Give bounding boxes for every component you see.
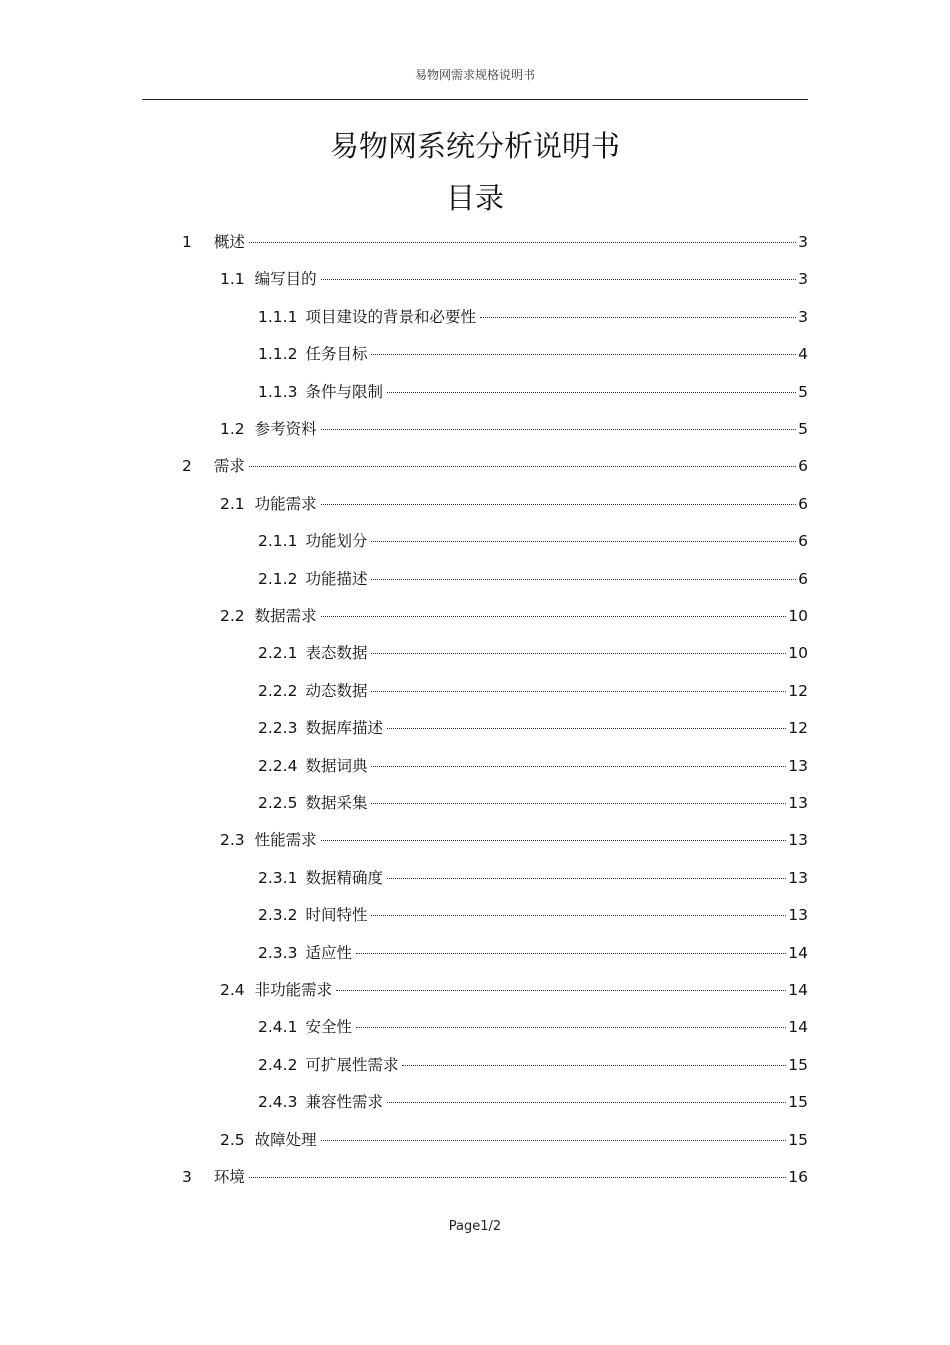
toc-entry-title: 兼容性需求	[305, 1093, 383, 1111]
toc-entry-number: 2.2.4	[258, 757, 298, 775]
toc-entry-title: 数据采集	[305, 794, 368, 812]
toc-entry-page: 5	[798, 420, 808, 438]
toc-entry-number: 1.1	[220, 270, 245, 288]
toc-entry[interactable]	[220, 599, 808, 625]
toc-dot-leader	[387, 1085, 786, 1107]
toc-entry-page: 6	[798, 532, 808, 550]
toc-entry-page: 14	[788, 1018, 808, 1036]
toc-entry[interactable]	[258, 861, 808, 887]
toc-entry-title: 数据库描述	[305, 719, 383, 737]
toc-entry-number: 1.1.3	[258, 383, 298, 401]
toc-dot-leader	[371, 636, 786, 658]
toc-entry-title: 项目建设的背景和必要性	[305, 308, 476, 326]
toc-entry-page: 15	[788, 1131, 808, 1149]
toc-entry[interactable]	[258, 898, 808, 924]
toc-entry-title: 功能划分	[305, 532, 368, 550]
toc-entry[interactable]	[220, 973, 808, 999]
toc-entry-number: 2.5	[220, 1131, 245, 1149]
toc-entry-title: 时间特性	[305, 906, 368, 924]
toc-entry-number: 2.2.3	[258, 719, 298, 737]
toc-entry-title: 可扩展性需求	[305, 1056, 399, 1074]
toc-entry-title: 参考资料	[254, 420, 317, 438]
toc-entry-page: 3	[798, 270, 808, 288]
toc-entry[interactable]	[258, 562, 808, 588]
toc-entry-title: 非功能需求	[254, 981, 333, 999]
toc-entry[interactable]	[258, 1085, 808, 1111]
toc-entry-number: 2.4.1	[258, 1018, 298, 1036]
toc-entry-number: 1.1.1	[258, 308, 298, 326]
toc-entry-title: 需求	[213, 457, 245, 475]
toc-entry-page: 4	[798, 345, 808, 363]
toc-entry[interactable]	[182, 449, 808, 475]
toc-entry-number: 1.1.2	[258, 345, 298, 363]
toc-entry-number: 2.3	[220, 831, 245, 849]
toc-entry-page: 12	[788, 719, 808, 737]
toc-dot-leader	[356, 1010, 786, 1032]
toc-entry-page: 14	[788, 981, 808, 999]
toc-entry-page: 13	[788, 869, 808, 887]
toc-dot-leader	[249, 225, 796, 247]
toc-entry-page: 3	[798, 308, 808, 326]
toc-entry-number: 2.2.5	[258, 794, 298, 812]
toc-entry-number: 2.4	[220, 981, 245, 999]
toc-entry-title: 表态数据	[305, 644, 368, 662]
toc-entry[interactable]	[258, 711, 808, 737]
toc-entry-title: 数据词典	[305, 757, 368, 775]
toc-entry[interactable]	[220, 487, 808, 513]
running-header: 易物网需求规格说明书	[414, 68, 535, 82]
toc-entry-number: 2.1	[220, 495, 245, 513]
toc-entry-page: 5	[798, 383, 808, 401]
toc-entry-page: 15	[788, 1056, 808, 1074]
toc-dot-leader	[321, 599, 787, 621]
toc-entry-number: 2.2.1	[258, 644, 298, 662]
toc-entry-page: 14	[788, 944, 808, 962]
toc-entry-page: 3	[798, 233, 808, 251]
toc-entry-title: 性能需求	[254, 831, 317, 849]
toc-entry-title: 功能描述	[305, 570, 368, 588]
toc-entry-page: 13	[788, 831, 808, 849]
toc-entry-page: 10	[788, 607, 808, 625]
toc-entry-page: 10	[788, 644, 808, 662]
toc-entry-title: 环境	[213, 1168, 245, 1186]
toc-dot-leader	[321, 823, 787, 845]
toc-entry-page: 13	[788, 794, 808, 812]
toc-entry[interactable]	[258, 1048, 808, 1074]
toc-dot-leader	[387, 711, 786, 733]
toc-dot-leader	[371, 337, 796, 359]
toc-dot-leader	[321, 1123, 787, 1145]
toc-entry[interactable]	[258, 936, 808, 962]
toc-entry[interactable]	[220, 412, 808, 438]
toc-entry-title: 适应性	[305, 944, 352, 962]
toc-entry[interactable]	[220, 262, 808, 288]
toc-entry-title: 功能需求	[254, 495, 317, 513]
toc-dot-leader	[356, 936, 786, 958]
toc-dot-leader	[249, 1160, 786, 1182]
toc-entry-page: 16	[788, 1168, 808, 1186]
toc-entry[interactable]	[258, 337, 808, 363]
toc-entry-number: 2.3.1	[258, 869, 298, 887]
toc-entry-title: 数据精确度	[305, 869, 383, 887]
toc-entry-number: 2.1.2	[258, 570, 298, 588]
toc-entry-title: 概述	[213, 233, 245, 251]
toc-entry-page: 13	[788, 906, 808, 924]
toc-entry[interactable]	[182, 1160, 808, 1186]
page-number: Page1/2	[448, 1219, 502, 1234]
toc-entry-number: 1	[182, 233, 192, 251]
toc-entry-title: 编写目的	[254, 270, 317, 288]
toc-dot-leader	[371, 898, 786, 920]
toc-entry[interactable]	[258, 674, 808, 700]
toc-dot-leader	[387, 861, 786, 883]
toc-dot-leader	[387, 375, 796, 397]
toc-entry-page: 6	[798, 570, 808, 588]
toc-entry[interactable]	[258, 1010, 808, 1036]
toc-entry[interactable]	[220, 1123, 808, 1149]
toc-entry-number: 2.4.2	[258, 1056, 298, 1074]
toc-dot-leader	[402, 1048, 786, 1070]
toc-entry[interactable]	[182, 225, 808, 251]
toc-dot-leader	[336, 973, 786, 995]
toc-entry-title: 数据需求	[254, 607, 317, 625]
toc-entry-title: 故障处理	[254, 1131, 317, 1149]
toc-entry-number: 1.2	[220, 420, 245, 438]
toc-dot-leader	[249, 449, 796, 471]
toc-dot-leader	[371, 674, 786, 696]
toc-dot-leader	[321, 487, 796, 509]
toc-entry[interactable]	[258, 375, 808, 401]
toc-entry[interactable]	[220, 823, 808, 849]
toc-entry-number: 2.3.2	[258, 906, 298, 924]
toc-entry-number: 3	[182, 1168, 192, 1186]
toc-heading: 目录	[445, 181, 504, 215]
toc-dot-leader	[321, 262, 796, 284]
document-title: 易物网系统分析说明书	[329, 129, 620, 163]
toc-entry-number: 2	[182, 457, 192, 475]
toc-entry-number: 2.4.3	[258, 1093, 298, 1111]
toc-entry[interactable]	[258, 524, 808, 550]
toc-dot-leader	[371, 749, 786, 771]
toc-entry-page: 15	[788, 1093, 808, 1111]
toc-entry[interactable]	[258, 636, 808, 662]
toc-entry-page: 6	[798, 495, 808, 513]
toc-entry-number: 2.1.1	[258, 532, 298, 550]
toc-entry-number: 2.2	[220, 607, 245, 625]
toc-entry-number: 2.3.3	[258, 944, 298, 962]
toc-dot-leader	[480, 300, 796, 322]
toc-entry-title: 条件与限制	[305, 383, 383, 401]
toc-entry-title: 安全性	[305, 1018, 352, 1036]
toc-entry[interactable]	[258, 749, 808, 775]
header-divider	[142, 99, 808, 100]
toc-entry-page: 6	[798, 457, 808, 475]
toc-entry-number: 2.2.2	[258, 682, 298, 700]
toc-entry[interactable]	[258, 786, 808, 812]
toc-dot-leader	[321, 412, 796, 434]
toc-entry-title: 任务目标	[305, 345, 368, 363]
toc-dot-leader	[371, 562, 796, 584]
toc-dot-leader	[371, 786, 786, 808]
toc-dot-leader	[371, 524, 796, 546]
toc-entry-page: 13	[788, 757, 808, 775]
toc-entry[interactable]	[258, 300, 808, 326]
toc-entry-page: 12	[788, 682, 808, 700]
toc-entry-title: 动态数据	[305, 682, 368, 700]
